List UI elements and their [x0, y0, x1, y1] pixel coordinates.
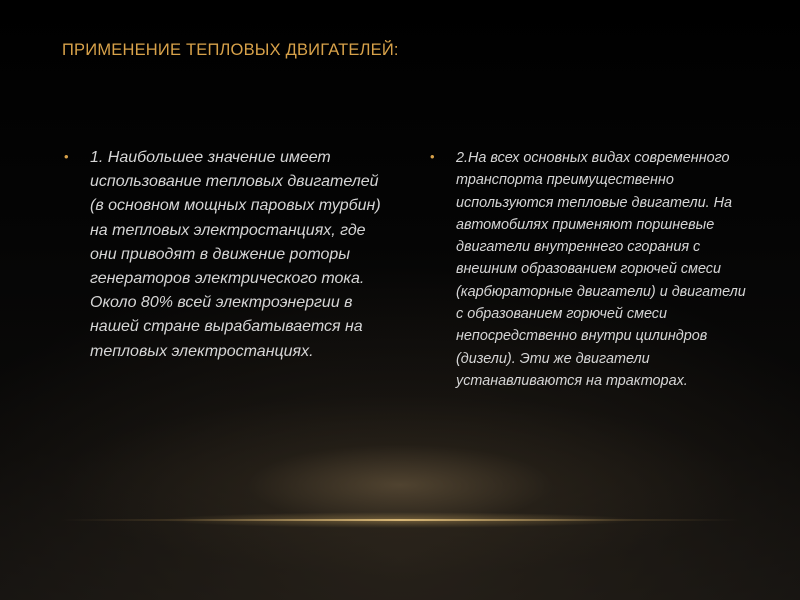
slide-title: ПРИМЕНЕНИЕ ТЕПЛОВЫХ ДВИГАТЕЛЕЙ: — [62, 41, 399, 59]
bullet-right-icon: • — [430, 149, 435, 164]
right-column-text: 2.На всех основных видах современного транспорта преимущественно используются тепловые двигатели. На автомобилях применяют поршневые двигатели внутреннего сгорания с внешним образованием горючей смеси (карбюраторные двигатели) и двигатели с образованием горючей смеси непосредственно внутри цилиндров (дизели). Эти же двигатели устанавливаются на тракторах. — [456, 150, 746, 389]
bullet-left-icon: • — [64, 149, 69, 164]
accent-line-divider — [60, 519, 740, 521]
left-column-text: 1. Наибольшее значение имеет использование тепловых двигателей (в основном мощных паровых турбин) на тепловых электростанциях, где они приводят в движение роторы генераторов электрического тока. Около 80% всей электроэнергии в нашей стране вырабатывается на тепловых электростанциях. — [90, 149, 381, 360]
